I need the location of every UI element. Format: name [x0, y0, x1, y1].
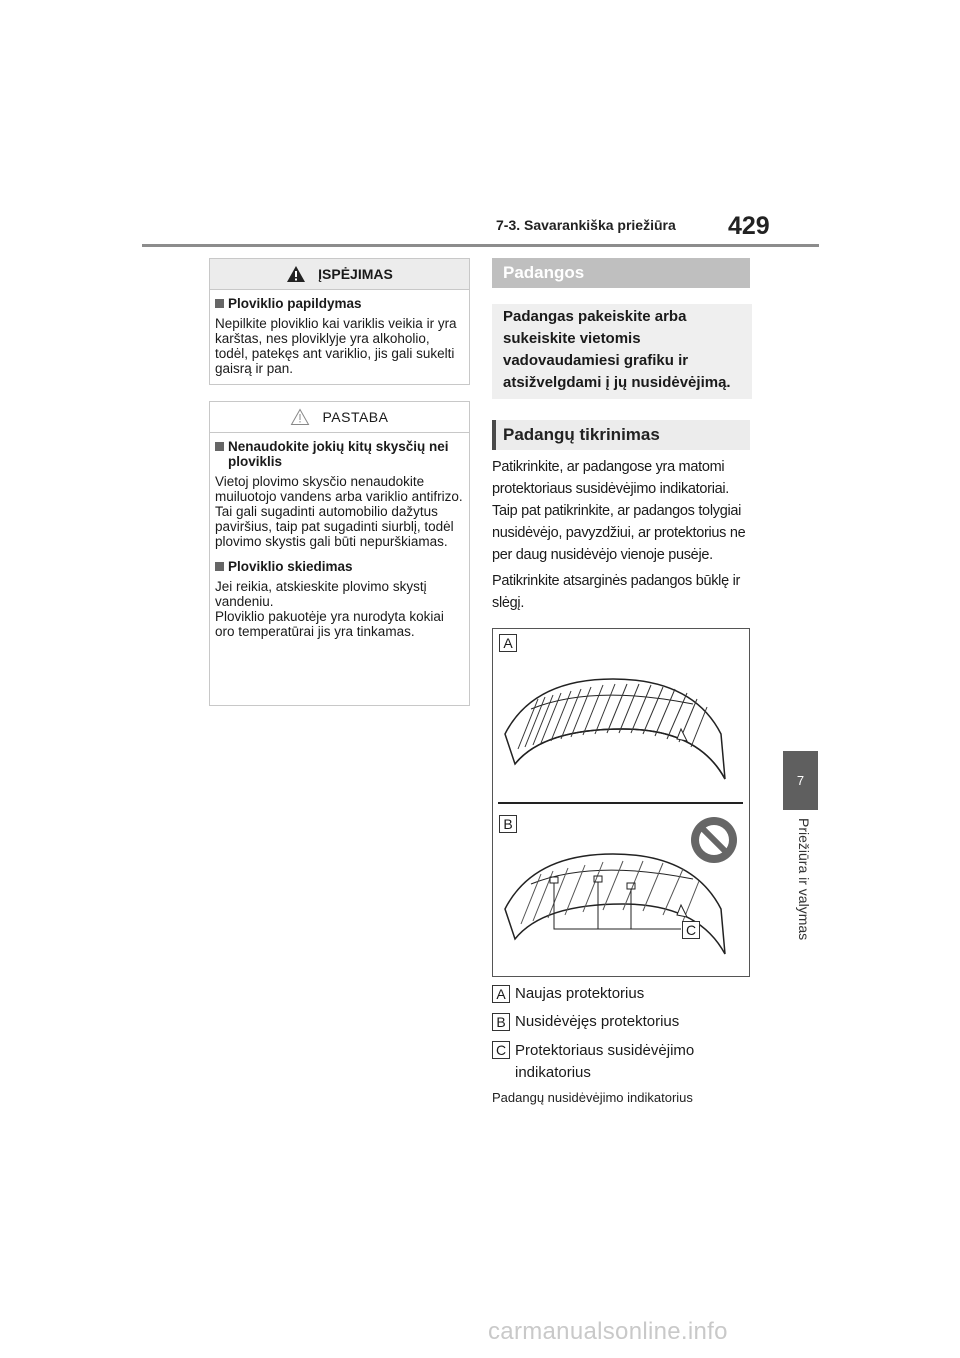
figure-caption: Padangų nusidėvėjimo indikatorius	[492, 1090, 693, 1105]
warning-body	[210, 290, 469, 384]
legend-text: Nusidėvėjęs protektorius	[515, 1013, 680, 1030]
legend-tag: A	[492, 985, 510, 1003]
notice-item-text	[215, 579, 463, 639]
notice-item-text	[215, 474, 463, 549]
bullet-square-icon	[215, 562, 224, 571]
tire-check-title: Padangų tikrinimas	[503, 425, 660, 444]
notice-item-text-line: Vietoj plovimo skysčio nenaudokite muiluotojo vandens arba variklio antifrizo.	[215, 474, 463, 504]
warning-title: ĮSPĖJIMAS	[318, 266, 393, 282]
figure-legend	[492, 984, 752, 1084]
notice-item-heading-text: Nenaudokite jokių kitų skysčių nei ploviklis	[228, 439, 449, 469]
header-rule	[142, 244, 819, 247]
warning-item-heading-text: Ploviklio papildymas	[228, 296, 362, 311]
chapter-tab	[783, 751, 818, 810]
tire-wear-figure	[492, 628, 750, 977]
chapter-title: Priežiūra ir valymas	[796, 818, 812, 941]
worn-tire-tread-drawing	[505, 854, 725, 954]
legend-tag: C	[492, 1041, 510, 1059]
warning-triangle-icon	[286, 265, 306, 283]
legend-text: Protektoriaus susidėvėjimo indikatorius	[515, 1042, 695, 1081]
figure-label-a: A	[499, 634, 517, 652]
new-tire-tread-drawing	[505, 679, 725, 779]
page-number: 429	[728, 212, 770, 240]
legend-item	[492, 1040, 752, 1084]
warning-box	[209, 258, 470, 385]
bullet-square-icon	[215, 442, 224, 451]
tires-intro-box	[492, 304, 752, 399]
legend-item	[492, 1012, 752, 1032]
notice-item-text-line: Ploviklio pakuotėje yra nurodyta kokiai oro temperatūrai jis yra tinkamas.	[215, 609, 444, 639]
legend-tag: B	[492, 1013, 510, 1031]
section-bar-tire-check	[492, 420, 750, 450]
legend-text: Naujas protektorius	[515, 985, 645, 1002]
tire-check-paragraph: Patikrinkite, ar padangose yra matomi protektoriaus susidėvėjimo indikatoriai. Taip pat patikrinkite, ar padangos tolygiai nusidėvėjo, pavyzdžiui, ar protektorius ne per daug nusidėvėjo vienoje pusėje.	[492, 459, 746, 563]
section-bar-marker	[492, 258, 496, 288]
warning-header	[210, 259, 469, 290]
notice-item-heading	[215, 439, 463, 469]
notice-item-text-line: Jei reikia, atskieskite plovimo skystį vandeniu.	[215, 579, 427, 609]
notice-item-heading	[215, 559, 463, 574]
figure-label-b: B	[499, 815, 517, 833]
legend-item	[492, 984, 752, 1004]
warning-item-text: Nepilkite ploviklio kai variklis veikia ir yra karštas, nes ploviklyje yra alkoholio, todėl, patekęs ant variklio, jis gali sukelti gaisrą ir pan.	[215, 316, 457, 376]
notice-item-text-line: Tai gali sugadinti automobilio dažytus paviršius, taip pat sugadinti siurblį, todėl plovimo skystis gali būti nepurškiamas.	[215, 504, 454, 549]
watermark: carmanualsonline.info	[488, 1318, 728, 1345]
spare-check-paragraph: Patikrinkite atsarginės padangos būklę ir slėgį.	[492, 573, 741, 611]
prohibition-icon	[691, 817, 737, 863]
section-bar-marker	[492, 420, 496, 450]
notice-body	[210, 433, 469, 647]
section-bar-tires	[492, 258, 750, 288]
notice-box	[209, 401, 470, 706]
warning-item-heading	[215, 296, 463, 311]
tire-illustration	[493, 629, 749, 976]
figure-label-c: C	[682, 921, 700, 939]
notice-header	[210, 402, 469, 433]
bullet-square-icon	[215, 299, 224, 308]
chapter-side-label	[786, 818, 816, 958]
tires-title: Padangos	[503, 263, 585, 282]
notice-item-heading-text: Ploviklio skiedimas	[228, 559, 353, 574]
section-title: 7-3. Savarankiška priežiūra	[496, 217, 676, 233]
chapter-number: 7	[796, 773, 805, 788]
notice-title: PASTABA	[322, 409, 389, 425]
caution-triangle-icon	[290, 408, 310, 426]
tires-intro: Padangas pakeiskite arba sukeiskite vietomis vadovaudamiesi grafiku ir atsižvelgdami į jų nusidėvėjimą.	[503, 308, 731, 391]
